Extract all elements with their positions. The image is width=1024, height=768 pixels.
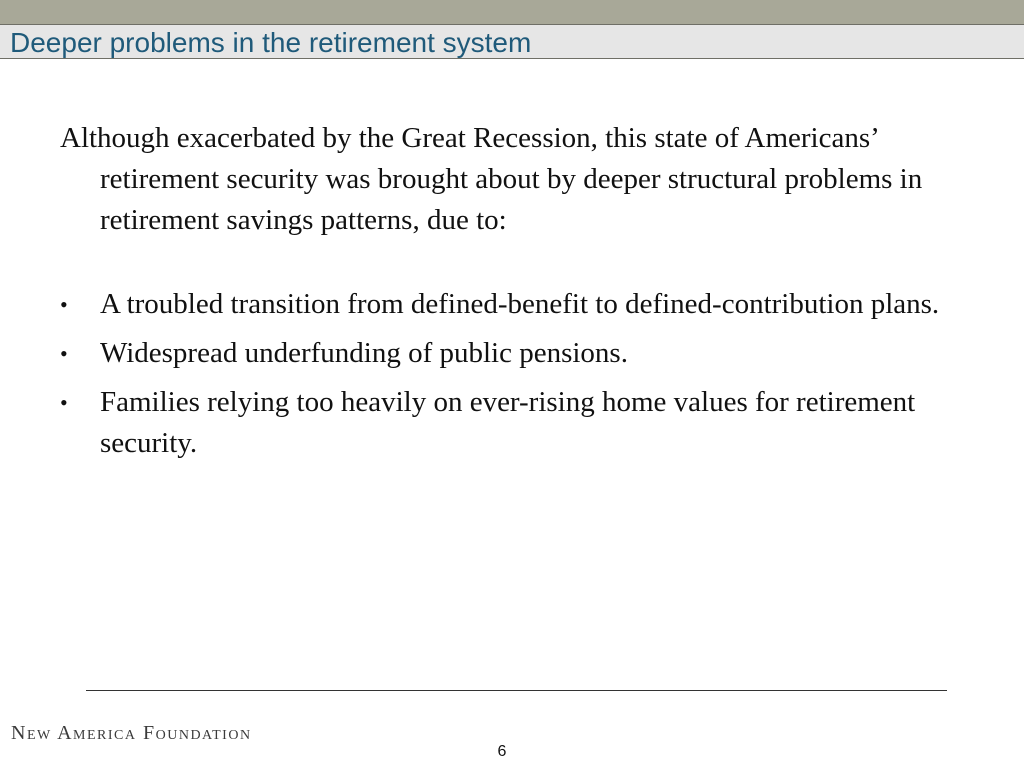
- slide-body: [60, 118, 992, 472]
- bullet-list: [60, 284, 992, 464]
- bullet-item: [60, 382, 992, 464]
- bullet-icon: •: [60, 292, 68, 317]
- top-decorative-band: [0, 0, 1024, 24]
- bullet-text: Families relying too heavily on ever-rising home values for retirement security.: [100, 386, 916, 459]
- bullet-item: [60, 284, 992, 325]
- intro-paragraph: Although exacerbated by the Great Recession, this state of Americans’ retirement security was brought about by deeper structural problems in retirement savings patterns, due to:: [60, 122, 923, 236]
- bullet-item: [60, 333, 992, 374]
- bullet-text: A troubled transition from defined-benefit to defined-contribution plans.: [100, 288, 940, 320]
- slide-title: Deeper problems in the retirement system: [10, 27, 532, 58]
- page-number: 6: [497, 743, 507, 760]
- bullet-text: Widespread underfunding of public pensions.: [100, 337, 628, 369]
- organization-logo: New America Foundation: [11, 722, 252, 744]
- bullet-icon: •: [60, 341, 68, 366]
- footer-divider: [86, 690, 947, 691]
- bullet-icon: •: [60, 390, 68, 415]
